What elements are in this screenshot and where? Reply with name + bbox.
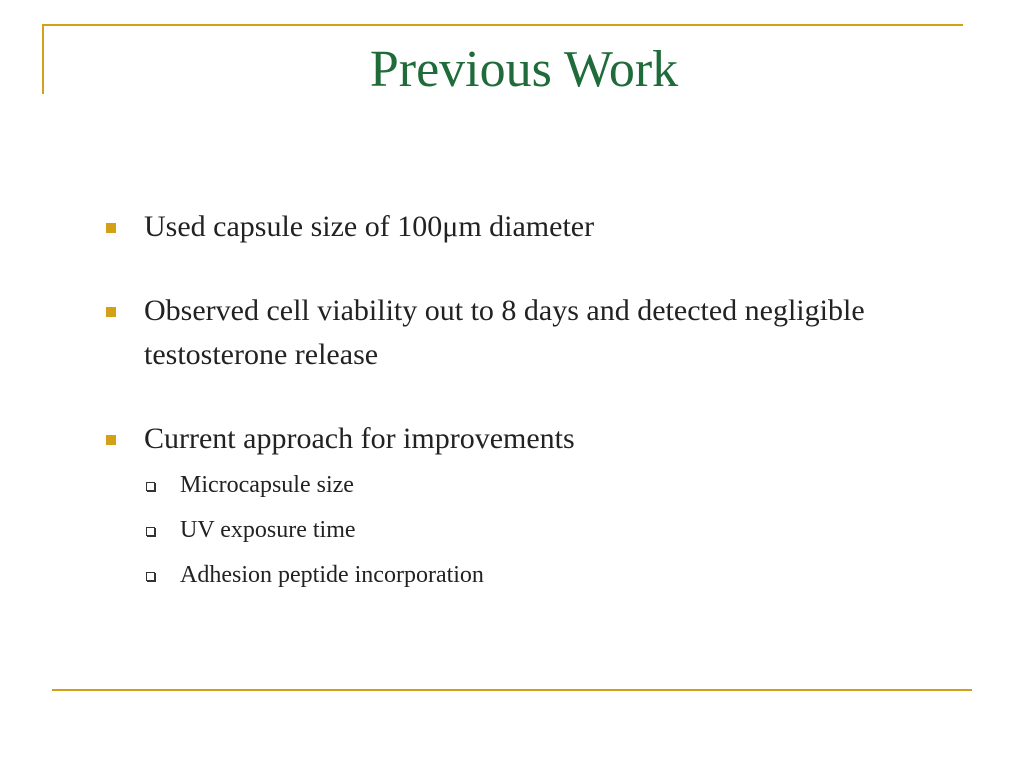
bullet-item-cell-viability bbox=[104, 289, 964, 377]
square-bullet-icon bbox=[106, 307, 116, 317]
sub-bullet-item bbox=[144, 463, 964, 508]
bullet-text: Used capsule size of 100μm diameter bbox=[144, 210, 595, 243]
sub-bullet-text: UV exposure time bbox=[180, 517, 356, 543]
bottom-accent-line bbox=[52, 689, 972, 691]
bullet-text: Current approach for improvements bbox=[144, 422, 575, 455]
square-bullet-icon bbox=[106, 435, 116, 445]
bullet-text: Observed cell viability out to 8 days and detected negligible testosterone release bbox=[144, 294, 865, 371]
sub-bullet-text: Microcapsule size bbox=[180, 472, 354, 498]
hollow-square-bullet-icon bbox=[146, 572, 155, 581]
hollow-square-bullet-icon bbox=[146, 527, 155, 536]
bullet-item-current-approach bbox=[104, 417, 964, 598]
top-accent-line bbox=[42, 24, 963, 26]
sub-bullet-item bbox=[144, 553, 964, 598]
bullet-list bbox=[104, 205, 964, 598]
sub-bullet-list bbox=[144, 463, 964, 598]
bullet-item-capsule-size bbox=[104, 205, 964, 249]
slide-title: Previous Work bbox=[369, 41, 679, 98]
hollow-square-bullet-icon bbox=[146, 482, 155, 491]
square-bullet-icon bbox=[106, 223, 116, 233]
sub-bullet-text: Adhesion peptide incorporation bbox=[180, 562, 484, 588]
sub-bullet-item bbox=[144, 508, 964, 553]
